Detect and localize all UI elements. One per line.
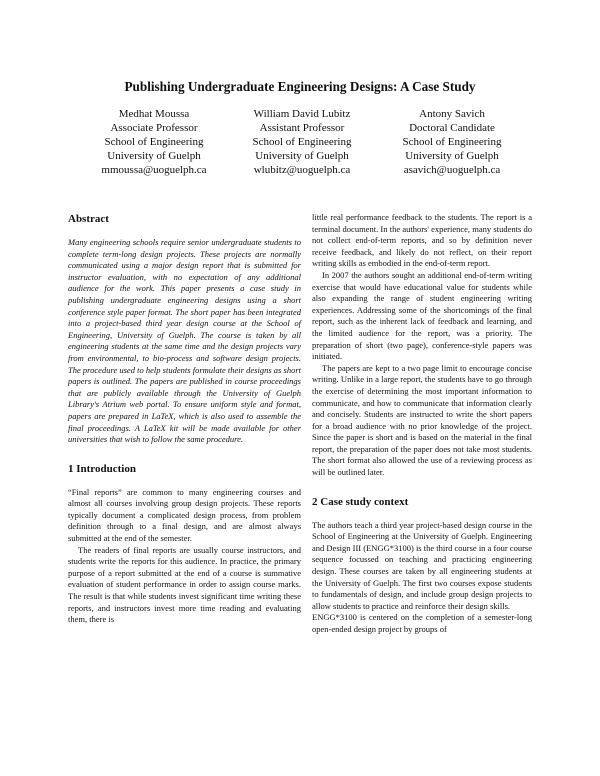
case-paragraph-1: The authors teach a third year project-based design course in the School of Engineering at the University of Guelph. Engineering and Design III (ENGG*3100) is the third course in a four course sequence focussed on teaching and practicing engineering design. These courses are taken by all engineering students at the University of Guelph. The first two courses expose students to fundamentals of design, and include group design projects to allow students to practice and reinforce their design skills. (312, 519, 532, 611)
author-name: Antony Savich (419, 108, 485, 120)
author-univ: University of Guelph (255, 150, 349, 162)
author-block (40, 107, 560, 187)
abstract-heading: Abstract (68, 213, 109, 225)
author-dept: School of Engineering (402, 136, 502, 148)
author-role: Associate Professor (110, 122, 198, 134)
author-univ: University of Guelph (405, 150, 499, 162)
abstract-text: Many engineering schools require senior undergraduate students to complete term-long design projects. These projects are normally communicated using a major design report that is submitted for instructor evaluation, with no expectation of any additional audience for the work. This paper presents a case study in publishing undergraduate engineering designs using a short conference style paper format. The short paper has been integrated into a project-based third year design course at the School of Engineering, University of Guelph. The course is taken by all engineering students at the same time and the design projects vary from environmental, to bio-process and software design projects. The procedure used to help students formulate their designs as short papers is outlined. The papers are published in course proceedings that are publicly available through the University of Guelph Library's Atrium web portal. To ensure uniform style and format, papers are prepared in LaTeX, which is also used to assemble the final proceedings. A LaTeX kit will be made available for other universities that wish to follow the same procedure. (68, 237, 301, 445)
author-3 (352, 107, 552, 177)
author-name: Medhat Moussa (118, 108, 190, 120)
case-study-heading: 2 Case study context (312, 495, 409, 508)
intro-heading: 1 Introduction (68, 462, 136, 475)
author-role: Assistant Professor (259, 122, 345, 134)
abstract-body (68, 237, 301, 446)
author-email: wlubitz@uoguelph.ca (253, 164, 351, 176)
intro-paragraph-2: The readers of final reports are usually course instructors, and students write the reports for this audience. In practice, the primary purpose of a report submitted at the end of a course is summative evaluation of student performance in order to assign course marks. The result is that while students invest significant time writing these reports, and instructors invest more time reading and evaluating them, there is (68, 544, 301, 625)
intro-paragraph-1: “Final reports” are common to many engineering courses and almost all courses involving group design projects. These reports typically document a complicated design process, from problem definition through to a final design, and are almost always submitted at the end of the semester. (68, 486, 301, 544)
author-email: asavich@uoguelph.ca (403, 164, 501, 176)
intro-paragraph-4: In 2007 the authors sought an additional end-of-term writing exercise that would have educational value for students while also expanding the range of student engineering writing experiences. Addressing some of the shortcomings of the final report, such as the inherent lack of feedback and learning, and the limited audience for the report, was a priority. The preparation of short (two page), conference-style papers was initiated. (312, 269, 532, 362)
intro-paragraph-3: little real performance feedback to the students. The report is a terminal document. In the authors' experience, many students do not collect end-of-term reports, and so by definition never receive feedback, and likely do not reflect, on their report writing skills as embodied in the end-of-term report. (312, 212, 532, 269)
author-dept: School of Engineering (104, 136, 204, 148)
left-column (68, 212, 301, 626)
author-univ: University of Guelph (107, 150, 201, 162)
author-name: William David Lubitz (253, 108, 351, 120)
author-role: Doctoral Candidate (409, 122, 495, 134)
right-column (312, 212, 532, 636)
paper-title: Publishing Undergraduate Engineering Designs: A Case Study (124, 79, 476, 94)
intro-paragraph-5: The papers are kept to a two page limit to encourage concise writing. Unlike in a large report, the students have to go through the exercise of determining the most important information to communicate, and how to communicate that information clearly and concisely. Students are instructed to write the short papers for a broad audience with no prior knowledge of the project. Since the paper is short and is based on the material in the final report, the preparation of the paper does not take most students. The short format also allowed the use of a reviewing process as will be outlined later. (312, 362, 532, 478)
author-email: mmoussa@uoguelph.ca (101, 164, 207, 176)
case-paragraph-2: ENGG*3100 is centered on the completion of a semester-long open-ended design project by groups of (312, 612, 532, 634)
author-dept: School of Engineering (252, 136, 352, 148)
